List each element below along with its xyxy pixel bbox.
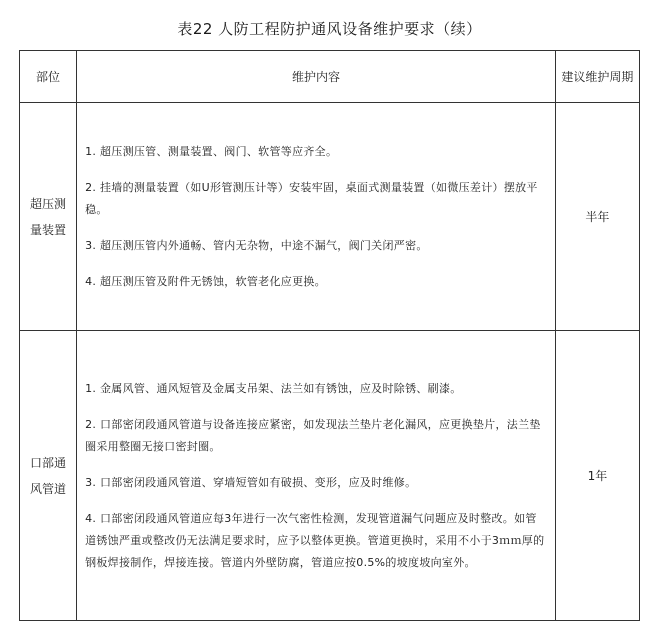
list-item: 4. 超压测压管及附件无锈蚀，软管老化应更换。: [85, 274, 326, 288]
table-row: [20, 103, 640, 331]
table-row: [20, 331, 640, 621]
table-header-row: [20, 51, 640, 103]
header-period: 建议维护周期: [555, 51, 639, 103]
maintenance-table: [19, 50, 640, 621]
period-cell: 1年: [555, 331, 639, 621]
list-item: 3. 口部密闭段通风管道、穿墙短管如有破损、变形，应及时维修。: [85, 475, 417, 489]
list-item: 2. 挂墙的测量装置（如U形管测压计等）安装牢固，桌面式测量装置（如微压差计）摆放平稳。: [85, 180, 538, 216]
period-cell: 半年: [555, 103, 639, 331]
list-item: 3. 超压测压管内外通畅、管内无杂物，中途不漏气，阀门关闭严密。: [85, 238, 428, 252]
list-item: 4. 口部密闭段通风管道应每3年进行一次气密性检测，发现管道漏气问题应及时整改。如管道锈蚀严重或整改仍无法满足要求时，应予以整体更换。管道更换时，采用不小于3ｍｍ厚的钢板焊接制作，焊接连接。管道内外壁防腐，管道应按0.5%的坡度坡向室外。: [85, 511, 545, 569]
content-cell: [77, 331, 556, 621]
content-cell: [77, 103, 556, 331]
list-item: 1. 金属风管、通风短管及金属支吊架、法兰如有锈蚀，应及时除锈、刷漆。: [85, 381, 462, 395]
part-cell: 口部通风管道: [20, 331, 77, 621]
list-item: 2. 口部密闭段通风管道与设备连接应紧密，如发现法兰垫片老化漏风，应更换垫片，法兰垫圈采用整圈无接口密封圈。: [85, 417, 541, 453]
list-item: 1. 超压测压管、测量装置、阀门、软管等应齐全。: [85, 144, 338, 158]
header-part: 部位: [20, 51, 77, 103]
header-content: 维护内容: [77, 51, 556, 103]
part-cell: 超压测量装置: [20, 103, 77, 331]
table-title: 表22 人防工程防护通风设备维护要求（续）: [177, 20, 482, 38]
